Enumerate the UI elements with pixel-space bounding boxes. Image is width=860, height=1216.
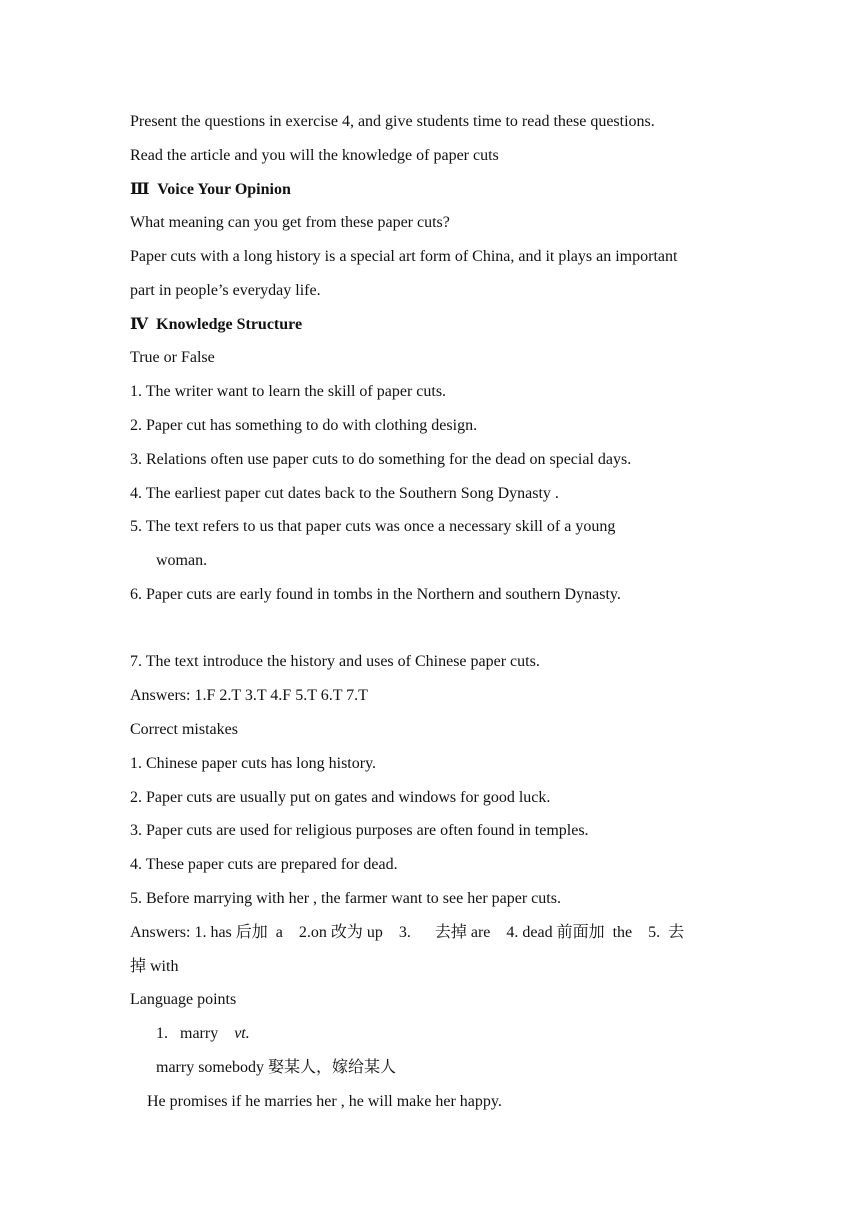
answers-line: Answers: 1.F 2.T 3.T 4.F 5.T 6.T 7.T <box>130 687 368 704</box>
list-item: 5. The text refers to us that paper cuts was once a necessary skill of a young <box>130 518 616 535</box>
list-item: 4. The earliest paper cut dates back to the Southern Song Dynasty . <box>130 485 559 502</box>
list-item: 3. Paper cuts are used for religious purposes are often found in temples. <box>130 822 589 839</box>
section-heading-4 <box>130 315 302 335</box>
section-number: Ⅲ <box>130 181 150 198</box>
answers-line-continuation: 掉 with <box>130 958 179 975</box>
list-item: 4. These paper cuts are prepared for dead. <box>130 856 398 873</box>
text-line: Read the article and you will the knowledge of paper cuts <box>130 147 499 164</box>
language-point-usage: marry somebody 娶某人，嫁给某人 <box>156 1059 396 1076</box>
text-line: part in people’s everyday life. <box>130 282 321 299</box>
section-heading-3 <box>130 180 291 200</box>
list-item: 2. Paper cut has something to do with clothing design. <box>130 417 478 434</box>
text-line: Paper cuts with a long history is a special art form of China, and it plays an important <box>130 248 678 265</box>
list-item: 1. Chinese paper cuts has long history. <box>130 755 377 772</box>
list-item: 2. Paper cuts are usually put on gates and windows for good luck. <box>130 789 551 806</box>
text-line: What meaning can you get from these paper cuts? <box>130 214 450 231</box>
list-item: 6. Paper cuts are early found in tombs in the Northern and southern Dynasty. <box>130 586 621 603</box>
subheading-correct-mistakes: Correct mistakes <box>130 721 238 738</box>
list-item-continuation: woman. <box>156 552 208 569</box>
subheading-language-points: Language points <box>130 991 237 1008</box>
answers-line: Answers: 1. has 后加 a 2.on 改为 up 3. 去掉 are 4. dead 前面加 the 5. 去 <box>130 924 685 941</box>
list-item: 7. The text introduce the history and uses of Chinese paper cuts. <box>130 653 540 670</box>
subheading-true-false: True or False <box>130 349 215 366</box>
list-item: 5. Before marrying with her , the farmer want to see her paper cuts. <box>130 890 561 907</box>
list-item: 3. Relations often use paper cuts to do something for the dead on special days. <box>130 451 632 468</box>
language-point-word: 1. marry <box>156 1025 235 1042</box>
part-of-speech: vt. <box>234 1025 250 1042</box>
text-line: Present the questions in exercise 4, and give students time to read these questions. <box>130 113 655 130</box>
section-title: Voice Your Opinion <box>157 181 291 198</box>
section-title: Knowledge Structure <box>156 316 303 333</box>
language-point-item <box>156 1024 250 1044</box>
section-number: Ⅳ <box>130 316 149 333</box>
list-item: 1. The writer want to learn the skill of paper cuts. <box>130 383 447 400</box>
example-sentence: He promises if he marries her , he will make her happy. <box>147 1093 502 1110</box>
